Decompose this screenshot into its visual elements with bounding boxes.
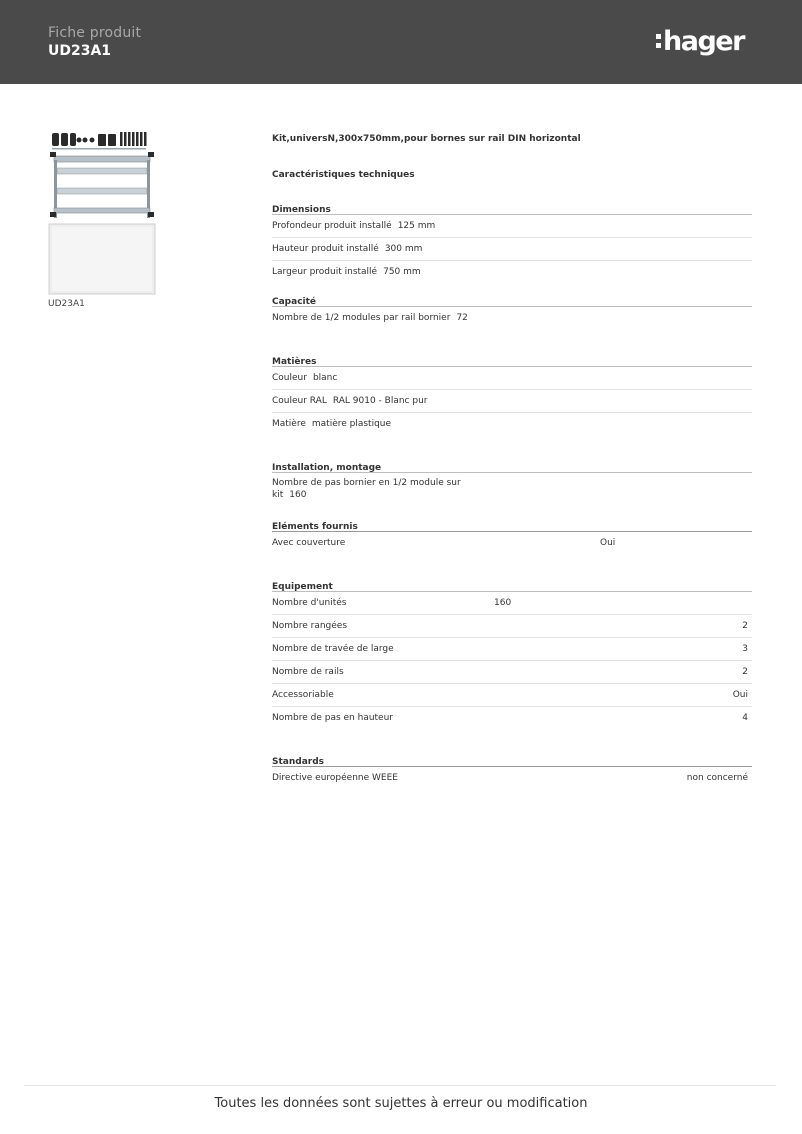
- doc-type-label: Fiche produit: [48, 25, 142, 41]
- spec-row: [272, 215, 752, 238]
- spec-row: [272, 261, 752, 284]
- section-equipement: [272, 569, 752, 730]
- spec-value: matière plastique: [311, 419, 392, 429]
- spec-value: 4: [742, 713, 748, 723]
- section-title: Standards: [272, 744, 752, 767]
- spec-label: kit: [272, 490, 284, 500]
- spec-label: Largeur produit installé: [272, 267, 378, 277]
- spec-row: [272, 238, 752, 261]
- spec-value: RAL 9010 - Blanc pur: [332, 396, 428, 406]
- accessory-parts-icon: [52, 132, 147, 150]
- section-matieres: [272, 344, 752, 436]
- spec-value: blanc: [312, 373, 338, 383]
- spec-row: [272, 473, 752, 509]
- spec-row: [272, 592, 752, 615]
- spec-label: Avec couverture: [272, 538, 346, 548]
- section-installation: [272, 450, 752, 509]
- spec-label: Nombre de pas bornier en 1/2 module sur: [272, 478, 461, 488]
- spec-row: [272, 307, 752, 330]
- section-title: Matières: [272, 344, 752, 367]
- spec-value: Oui: [600, 538, 616, 548]
- spec-label: Nombre de 1/2 modules par rail bornier: [272, 313, 451, 323]
- section-title: Equipement: [272, 569, 752, 592]
- din-rail-frame-icon: [50, 152, 154, 218]
- spec-value: 300 mm: [384, 244, 423, 254]
- spec-label: Nombre de rails: [272, 667, 344, 677]
- spec-value: 160: [494, 598, 512, 608]
- spec-row: [272, 367, 752, 390]
- spec-row: [272, 532, 752, 555]
- spec-row: [272, 767, 752, 790]
- product-reference: UD23A1: [48, 43, 112, 59]
- spec-row: [272, 684, 752, 707]
- spec-label: Matière: [272, 419, 306, 429]
- spec-row: [272, 661, 752, 684]
- spec-row: [272, 638, 752, 661]
- spec-label: Couleur RAL: [272, 396, 327, 406]
- cover-plate-icon: [49, 224, 155, 294]
- footer-disclaimer: Toutes les données sont sujettes à erreur ou modification: [214, 1096, 588, 1111]
- spec-value: 125 mm: [397, 221, 436, 231]
- spec-label: Nombre rangées: [272, 621, 348, 631]
- page-header: [0, 0, 802, 84]
- spec-value: 750 mm: [383, 267, 421, 277]
- hager-logo[interactable]: [656, 24, 744, 58]
- spec-value: 72: [456, 313, 468, 323]
- spec-content: [272, 128, 752, 790]
- spec-label: Accessoriable: [272, 690, 334, 700]
- spec-row: [272, 615, 752, 638]
- specs-heading: Caractéristiques techniques: [272, 170, 415, 180]
- spec-label: Profondeur produit installé: [272, 221, 392, 231]
- spec-label: Nombre de pas en hauteur: [272, 713, 394, 723]
- section-standards: [272, 744, 752, 790]
- image-caption: UD23A1: [48, 299, 85, 309]
- product-title: Kit,universN,300x750mm,pour bornes sur rail DIN horizontal: [272, 134, 581, 144]
- footer-divider: [24, 1085, 776, 1086]
- spec-row: [272, 413, 752, 436]
- logo-wordmark: hager: [663, 25, 744, 57]
- spec-row: [272, 707, 752, 730]
- spec-row: [272, 390, 752, 413]
- spec-label: Couleur: [272, 373, 307, 383]
- spec-value: 2: [742, 621, 748, 631]
- section-title: Installation, montage: [272, 450, 752, 473]
- section-dimensions: [272, 192, 752, 284]
- section-elements: [272, 509, 752, 555]
- spec-label: Nombre de travée de large: [272, 644, 394, 654]
- spec-value: 3: [742, 644, 748, 654]
- spec-value: Oui: [732, 690, 748, 700]
- spec-label: Directive européenne WEEE: [272, 773, 398, 783]
- spec-value: 2: [742, 667, 748, 677]
- section-title: Dimensions: [272, 192, 752, 215]
- spec-value: non concerné: [686, 773, 748, 783]
- product-image: [48, 130, 160, 296]
- logo-colon-icon: [656, 34, 661, 48]
- section-title: Eléments fournis: [272, 509, 752, 532]
- section-capacite: [272, 284, 752, 330]
- spec-label: Hauteur produit installé: [272, 244, 379, 254]
- spec-value: 160: [289, 490, 307, 500]
- section-title: Capacité: [272, 284, 752, 307]
- spec-label: Nombre d'unités: [272, 598, 347, 608]
